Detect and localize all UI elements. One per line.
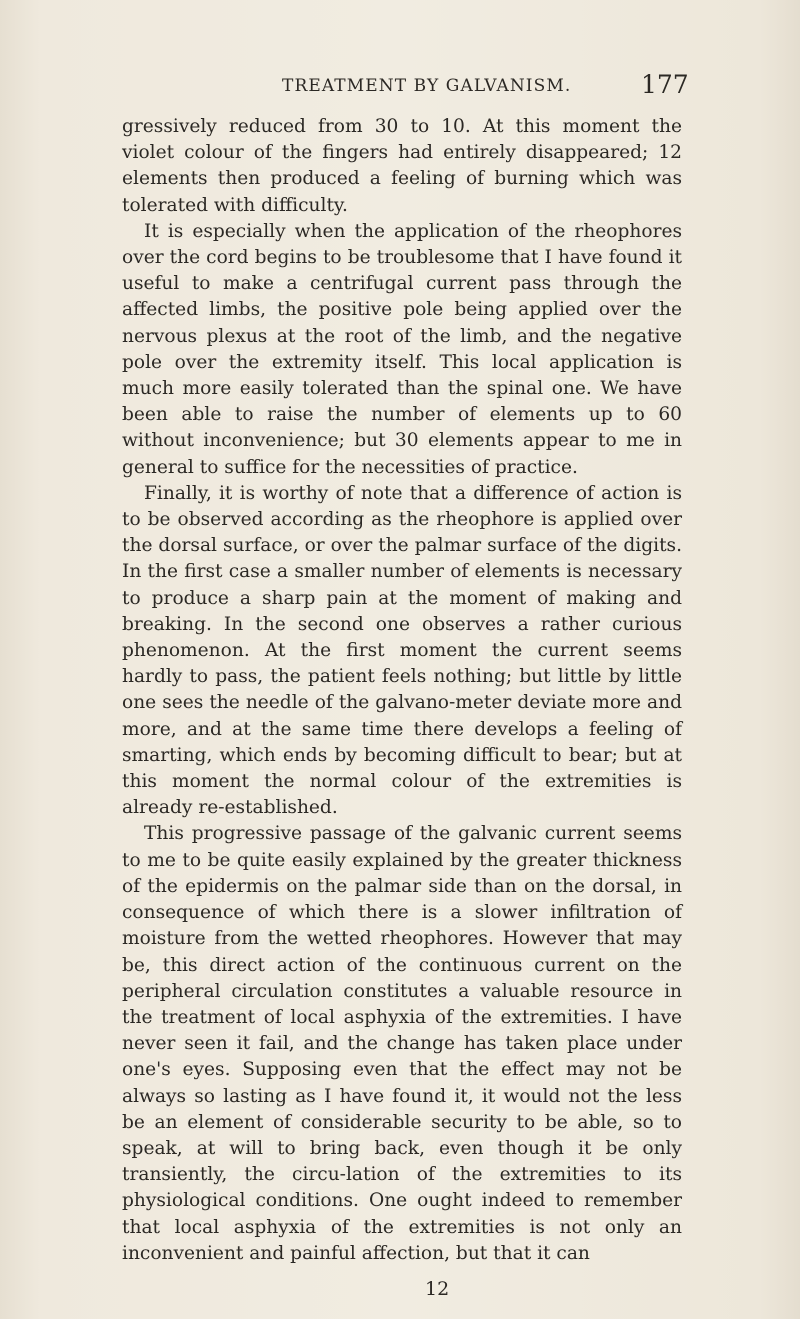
paragraph: This progressive passage of the galvanic current seems to me to be quite easily explained by the greater thickness of the epidermis on the palmar side than on the dorsal, in consequence of which there is a slower infiltration of moisture from the wetted rheophores. However that may be, this direct action of the continuous current on the peripheral circulation constitutes a valuable resource in the treatment of local asphyxia of the extremities. I have never seen it fail, and the change has taken place under one's eyes. Supposing even that the effect may not be always so lasting as I have found it, it would not the less be an element of considerable security to be able, so to speak, at will to bring back, even though it be only transiently, the circu-lation of the extremities to its physiological conditions. One ought indeed to remember that local asphyxia of the extremities is not only an inconvenient and painful affection, but that it can [122, 823, 682, 1264]
paragraph: Finally, it is worthy of note that a difference of action is to be observed according as the rheophore is applied over the dorsal surface, or over the palmar surface of the digits. In the first case a smaller number of elements is necessary to produce a sharp pain at the moment of making and breaking. In the second one observes a rather curious phenomenon. At the first moment the current seems hardly to pass, the patient feels nothing; but little by little one sees the needle of the galvano-meter deviate more and more, and at the same time there develops a feeling of smarting, which ends by becoming difficult to bear; but at this moment the normal colour of the extremities is already re-established. [122, 482, 682, 819]
signature-mark: 12 [425, 1278, 450, 1300]
page-header [0, 70, 800, 104]
body-text [122, 114, 682, 1267]
paragraph: It is especially when the application of the rheophores over the cord begins to be troublesome that I have found it useful to make a centrifugal current pass through the affected limbs, the positive pole being applied over the nervous plexus at the root of the limb, and the negative pole over the extremity itself. This local application is much more easily tolerated than the spinal one. We have been able to raise the number of elements up to 60 without inconvenience; but 30 elements appear to me in general to suffice for the necessities of practice. [122, 220, 682, 478]
page-number: 177 [641, 70, 689, 99]
paragraph: gressively reduced from 30 to 10. At this moment the violet colour of the fingers had entirely disappeared; 12 elements then produced a feeling of burning which was tolerated with difficulty. [122, 116, 682, 216]
running-head: TREATMENT BY GALVANISM. [282, 76, 572, 96]
